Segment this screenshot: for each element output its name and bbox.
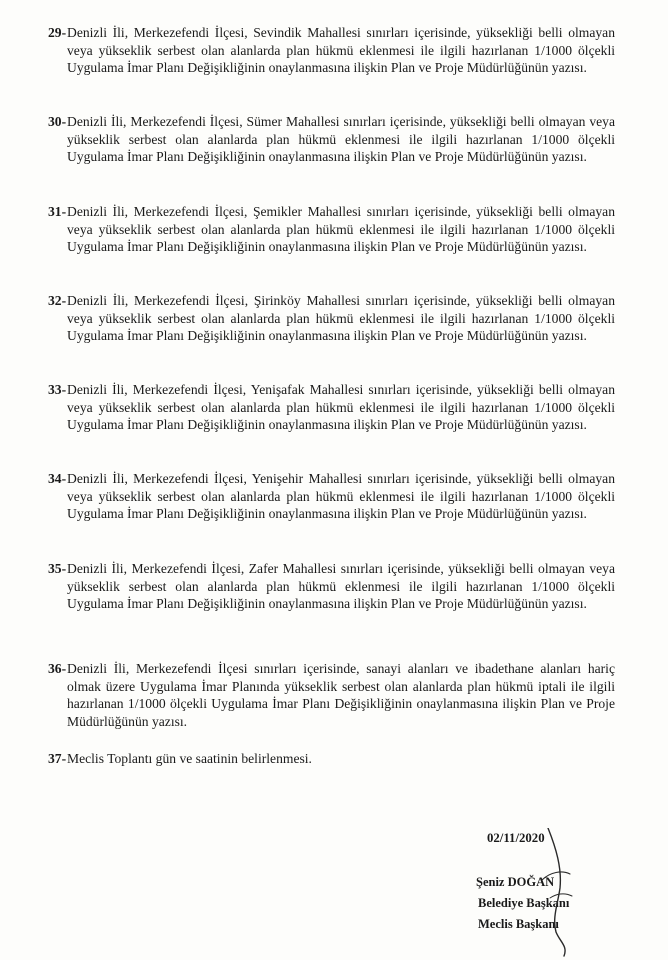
agenda-item (48, 750, 615, 768)
item-text: Meclis Toplantı gün ve saatinin belirlenmesi. (67, 751, 312, 766)
item-text: Denizli İli, Merkezefendi İlçesi, Sümer Mahallesi sınırları içerisinde, yüksekliği belli olmayan veya yükseklik serbest olan alanlarda plan hükmü eklenmesi ile ilgili hazırlanan 1/1000 ölçekli Uygulama İmar Planı Değişikliğinin onaylanmasına ilişkin Plan ve Proje Müdürlüğünün yazısı. (67, 114, 615, 165)
agenda-item (48, 203, 615, 256)
item-number: 36- (48, 661, 67, 676)
item-number: 34- (48, 471, 67, 486)
item-number: 37- (48, 751, 67, 766)
item-text: Denizli İli, Merkezefendi İlçesi, Yenişafak Mahallesi sınırları içerisinde, yüksekliği belli olmayan veya yükseklik serbest olan alanlarda plan hükmü eklenmesi ile ilgili hazırlanan 1/1000 ölçekli Uygulama İmar Planı Değişikliğinin onaylanmasına ilişkin Plan ve Proje Müdürlüğünün yazısı. (67, 382, 615, 433)
item-text: Denizli İli, Merkezefendi İlçesi, Zafer Mahallesi sınırları içerisinde, yüksekliği belli olmayan veya yükseklik serbest olan alanlarda plan hükmü eklenmesi ile ilgili hazırlanan 1/1000 ölçekli Uygulama İmar Planı Değişikliğinin onaylanmasına ilişkin Plan ve Proje Müdürlüğünün yazısı. (67, 561, 615, 612)
item-number: 32- (48, 293, 67, 308)
item-text: Denizli İli, Merkezefendi İlçesi, Şirinköy Mahallesi sınırları içerisinde, yüksekliği belli olmayan veya yükseklik serbest olan alanlarda plan hükmü eklenmesi ile ilgili hazırlanan 1/1000 ölçekli Uygulama İmar Planı Değişikliğinin onaylanmasına ilişkin Plan ve Proje Müdürlüğünün yazısı. (67, 293, 615, 344)
item-number: 30- (48, 114, 67, 129)
item-number: 33- (48, 382, 67, 397)
agenda-item (48, 381, 615, 434)
item-number: 35- (48, 561, 67, 576)
agenda-item (48, 292, 615, 345)
item-text: Denizli İli, Merkezefendi İlçesi sınırları içerisinde, sanayi alanları ve ibadethane alanları hariç olmak üzere Uygulama İmar Planında yükseklik serbest olan alanlarda plan hükmü iptali ile ilgili hazırlanan 1/1000 ölçekli Uygulama İmar Planı Değişikliğinin onaylanmasına ilişkin Plan ve Proje Müdürlüğünün yazısı. (67, 661, 615, 729)
agenda-item (48, 470, 615, 523)
item-text: Denizli İli, Merkezefendi İlçesi, Yenişehir Mahallesi sınırları içerisinde, yüksekliği belli olmayan veya yükseklik serbest olan alanlarda plan hükmü eklenmesi ile ilgili hazırlanan 1/1000 ölçekli Uygulama İmar Planı Değişikliğinin onaylanmasına ilişkin Plan ve Proje Müdürlüğünün yazısı. (67, 471, 615, 522)
signer-title-council: Meclis Başkanı (478, 917, 559, 931)
signer-name: Şeniz DOĞAN (476, 875, 555, 889)
document-date: 02/11/2020 (487, 831, 545, 845)
item-text: Denizli İli, Merkezefendi İlçesi, Sevindik Mahallesi sınırları içerisinde, yüksekliği belli olmayan veya yükseklik serbest olan alanlarda plan hükmü eklenmesi ile ilgili hazırlanan 1/1000 ölçekli Uygulama İmar Planı Değişikliğinin onaylanmasına ilişkin Plan ve Proje Müdürlüğünün yazısı. (67, 25, 615, 76)
signer-title-mayor: Belediye Başkanı (478, 896, 570, 910)
agenda-item (48, 113, 615, 166)
agenda-item (48, 660, 615, 730)
handwritten-signature (490, 828, 590, 958)
agenda-item (48, 24, 615, 77)
agenda-item (48, 560, 615, 613)
item-number: 29- (48, 25, 67, 40)
item-number: 31- (48, 204, 67, 219)
item-text: Denizli İli, Merkezefendi İlçesi, Şemikler Mahallesi sınırları içerisinde, yüksekliği belli olmayan veya yükseklik serbest olan alanlarda plan hükmü eklenmesi ile ilgili hazırlanan 1/1000 ölçekli Uygulama İmar Planı Değişikliğinin onaylanmasına ilişkin Plan ve Proje Müdürlüğünün yazısı. (67, 204, 615, 255)
